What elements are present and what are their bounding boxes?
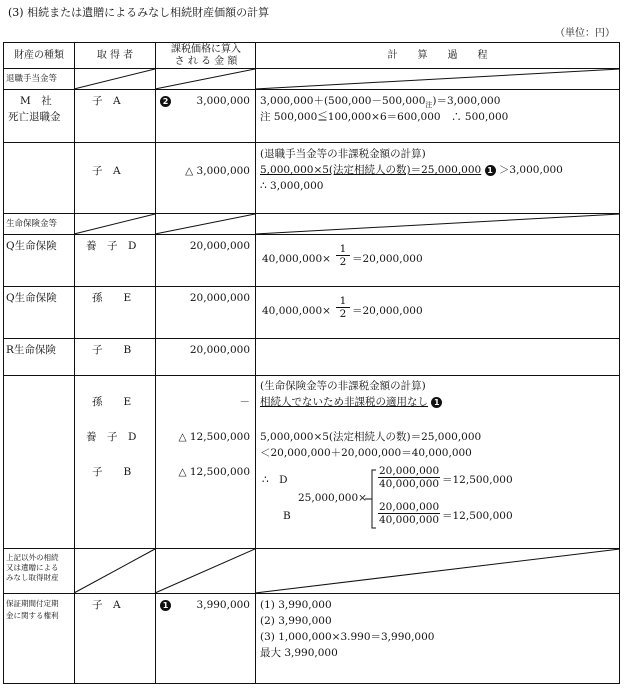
r-name: R生命保険 (6, 344, 56, 356)
q2-acquirer: 孫 E (92, 292, 132, 304)
g-amount: 3,990,000 (196, 599, 250, 611)
g-name-2: 金に関する権利 (6, 611, 59, 620)
ex-calc-3: ∴ 3,000,000 (260, 180, 324, 192)
ins-num-1: 20,000,000 (379, 465, 440, 477)
ins-acquirer-b: 子 B (92, 466, 132, 478)
g-calc-1: (1) 3,990,000 (260, 599, 332, 611)
ins-amount-b: △ 12,500,000 (178, 466, 250, 478)
m-acquirer: 子 A (92, 95, 121, 107)
q2-num: 1 (336, 295, 350, 308)
ins-calc-2 (260, 396, 442, 409)
ins-result-2: ＝12,500,000 (442, 510, 513, 522)
q2-calc-left: 40,000,000× (262, 305, 331, 317)
q1-amount: 20,000,000 (189, 240, 250, 252)
m-calc-1 (260, 95, 500, 109)
header-acquirer: 取 得 者 (96, 50, 134, 61)
ins-num-2: 20,000,000 (379, 501, 440, 513)
badge-icon: 1 (160, 600, 171, 611)
section-insurance: 生命保険金等 (6, 219, 58, 229)
m-amount: 3,000,000 (196, 95, 250, 107)
page-title: (3) 相続または遺贈によるみなし相続財産価額の計算 (8, 6, 270, 19)
unit-label: （単位：円） (555, 28, 615, 39)
badge-icon: 1 (485, 165, 496, 176)
header-taxable-2: さ れ る 金 額 (174, 56, 238, 67)
m-calc-1-note: 注 (425, 101, 433, 110)
ins-fraction-1 (378, 465, 440, 490)
g-name-1: 保証期間付定期 (6, 599, 59, 608)
ins-fraction-2 (378, 501, 440, 526)
ins-calc-1: (生命保険金等の非課税金額の計算) (260, 380, 426, 392)
section-other-1: 上記以外の相続 (6, 553, 59, 562)
q1-fraction (336, 243, 350, 268)
q2-den: 2 (339, 308, 347, 320)
ins-therefore-d: ∴ D (262, 474, 288, 486)
ex-calc-1: (退職手当金等の非課税金額の計算) (260, 148, 426, 160)
ins-amount-d: △ 12,500,000 (178, 431, 250, 443)
ins-result-1: ＝12,500,000 (442, 474, 513, 486)
header-taxable-1: 課税価格に算入 (171, 44, 241, 55)
q2-name: Q生命保険 (6, 292, 57, 304)
section-retirement: 退職手当金等 (6, 74, 58, 84)
m-calc-1-tail: )＝3,000,000 (432, 95, 501, 107)
ins-den-1: 40,000,000 (378, 478, 440, 490)
q2-calc-right: ＝20,000,000 (352, 305, 423, 317)
ins-calc-3: 5,000,000×5(法定相続人の数)＝25,000,000 (260, 431, 482, 443)
ex-calc-2 (260, 164, 563, 177)
q1-calc-left: 40,000,000× (262, 253, 331, 265)
badge-icon: 1 (431, 397, 442, 408)
ex-acquirer: 子 A (92, 165, 121, 177)
m-calc-1-text: 3,000,000＋(500,000－500,000 (260, 95, 426, 107)
q1-num: 1 (336, 243, 350, 256)
g-acquirer: 子 A (92, 599, 121, 611)
ins-den-2: 40,000,000 (378, 514, 440, 526)
section-other-2: 又は遺贈による (6, 563, 59, 572)
section-other-3: みなし取得財産 (6, 573, 59, 582)
ins-base: 25,000,000× (298, 492, 367, 504)
ins-calc-4: ＜20,000,000＋20,000,000＝40,000,000 (260, 447, 472, 459)
q1-name: Q生命保険 (6, 240, 57, 252)
header-process: 計 算 過 程 (387, 50, 488, 61)
g-calc-2: (2) 3,990,000 (260, 615, 332, 627)
q1-den: 2 (339, 256, 347, 268)
ins-calc-2-text: 相続人でないため非課税の適用なし (260, 396, 428, 408)
ins-acquirer-e: 孫 E (92, 396, 132, 408)
header-type: 財産の種類 (14, 50, 64, 61)
ex-amount: △ 3,000,000 (185, 165, 250, 177)
badge-icon: 2 (160, 96, 171, 107)
r-acquirer: 子 B (92, 344, 132, 356)
r-amount: 20,000,000 (189, 344, 250, 356)
ins-b: B (283, 510, 291, 522)
q1-calc-right: ＝20,000,000 (352, 253, 423, 265)
ex-calc-2-tail: ＞3,000,000 (495, 164, 563, 176)
m-name2: 死亡退職金 (8, 111, 61, 123)
g-calc-3: (3) 1,000,000×3.990＝3,990,000 (260, 631, 435, 643)
ins-amount-e: － (239, 396, 250, 408)
ex-calc-2-text: 5,000,000×5(法定相続人の数)＝25,000,000 (260, 164, 482, 176)
q2-fraction (336, 295, 350, 320)
q1-acquirer: 養 子 D (86, 240, 137, 252)
g-calc-4: 最大 3,990,000 (260, 647, 338, 659)
q2-amount: 20,000,000 (189, 292, 250, 304)
m-calc-2: 注 500,000≦100,000×6＝600,000 ∴ 500,000 (260, 111, 509, 123)
ins-acquirer-d: 養 子 D (86, 431, 137, 443)
m-name: M 社 (20, 95, 52, 107)
